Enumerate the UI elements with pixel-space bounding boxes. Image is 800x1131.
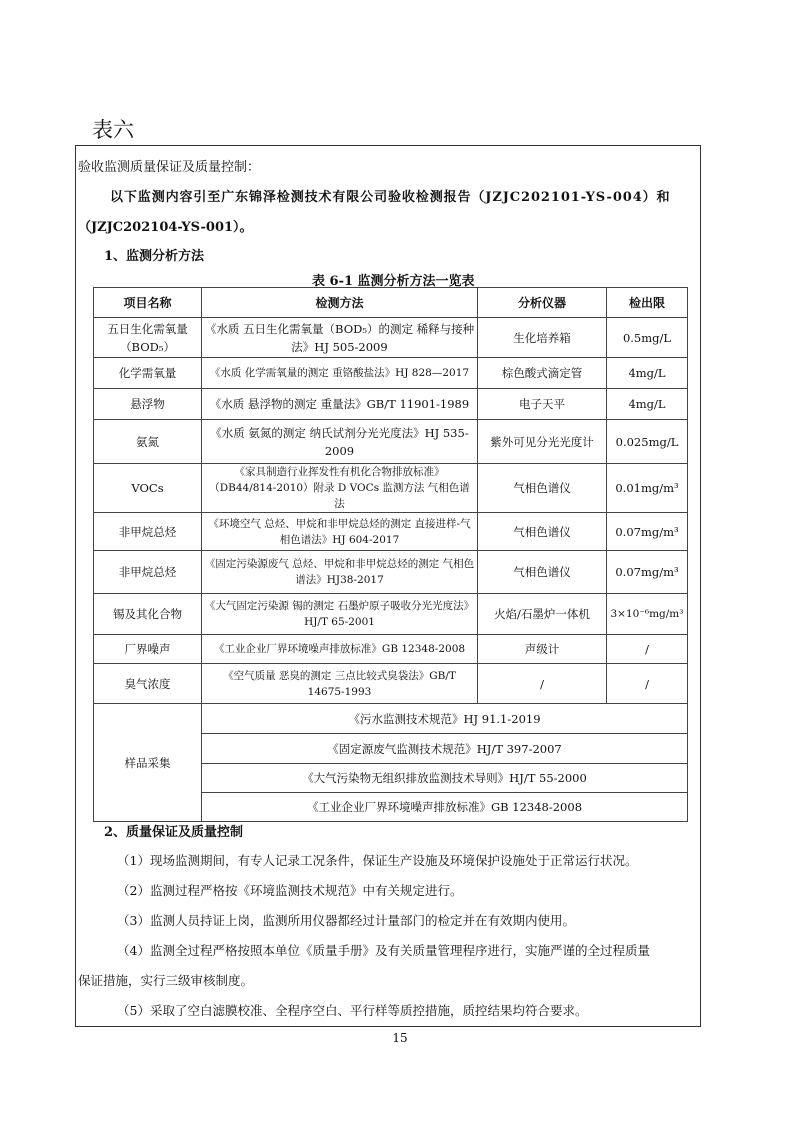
sampling-method-cell: 《大气污染物无组织排放监测技术导则》HJ/T 55-2000	[202, 764, 688, 793]
method-cell: 《空气质量 恶臭的测定 三点比较式臭袋法》GB/T 14675-1993	[202, 664, 478, 704]
method-cell: 《固定污染源废气 总烃、甲烷和非甲烷总烃的测定 气相色谱法》HJ38-2017	[202, 551, 478, 594]
sampling-item-cell: 样品采集	[94, 704, 202, 822]
item-cell: 悬浮物	[94, 389, 202, 420]
table-row	[94, 420, 688, 464]
item-cell: 锡及其化合物	[94, 594, 202, 635]
instrument-cell: 火焰/石墨炉一体机	[478, 594, 607, 635]
method-cell: 《家具制造行业挥发性有机化合物排放标准》（DB44/814-2010）附录 D VOCs 监测方法 气相色谱法	[202, 464, 478, 513]
item-cell: 厂界噪声	[94, 635, 202, 664]
instrument-cell: 气相色谱仪	[478, 551, 607, 594]
limit-cell: 0.01mg/m³	[607, 464, 688, 513]
qc-item-2: （2）监测过程严格按《环境监测技术规范》中有关规定进行。	[117, 883, 463, 898]
table-row	[94, 513, 688, 551]
method-cell: 《环境空气 总烃、甲烷和非甲烷总烃的测定 直接进样-气相色谱法》HJ 604-2017	[202, 513, 478, 551]
instrument-cell: 紫外可见分光光度计	[478, 420, 607, 464]
limit-cell: 4mg/L	[607, 389, 688, 420]
table-row	[94, 389, 688, 420]
table-row	[94, 358, 688, 389]
qc-item-5: （5）采取了空白滤膜校准、全程序空白、平行样等质控措施，质控结果均符合要求。	[117, 1003, 588, 1018]
qc-item-1: （1）现场监测期间，有专人记录工况条件，保证生产设施及环境保护设施处于正常运行状况。	[117, 853, 638, 868]
limit-cell: 3×10⁻⁶mg/m³	[607, 594, 688, 635]
method-cell: 《水质 化学需氧量的测定 重铬酸盐法》HJ 828—2017	[202, 358, 478, 389]
item-cell: 臭气浓度	[94, 664, 202, 704]
table-row	[94, 664, 688, 704]
limit-cell: /	[607, 635, 688, 664]
table-row	[94, 635, 688, 664]
sampling-method-cell: 《固定源废气监测技术规范》HJ/T 397-2007	[202, 734, 688, 764]
limit-cell: 0.07mg/m³	[607, 551, 688, 594]
header-item: 项目名称	[94, 288, 202, 318]
item-cell: VOCs	[94, 464, 202, 513]
sampling-method-cell: 《污水监测技术规范》HJ 91.1-2019	[202, 704, 688, 734]
limit-cell: 4mg/L	[607, 358, 688, 389]
section1-title: 1、监测分析方法	[104, 249, 205, 264]
page-heading: 表六	[92, 118, 134, 142]
table-row	[94, 551, 688, 594]
instrument-cell: 气相色谱仪	[478, 464, 607, 513]
limit-cell: 0.025mg/L	[607, 420, 688, 464]
item-cell: 氨氮	[94, 420, 202, 464]
sampling-method-cell: 《工业企业厂界环境噪声排放标准》GB 12348-2008	[202, 793, 688, 822]
header-limit: 检出限	[607, 288, 688, 318]
instrument-cell: 气相色谱仪	[478, 513, 607, 551]
intro-line-1: 以下监测内容引至广东锦泽检测技术有限公司验收检测报告（JZJC202101-YS-004）和	[110, 190, 671, 205]
instrument-cell: 电子天平	[478, 389, 607, 420]
method-cell: 《水质 氨氮的测定 纳氏试剂分光光度法》HJ 535-2009	[202, 420, 478, 464]
instrument-cell: 生化培养箱	[478, 318, 607, 358]
header-instrument: 分析仪器	[478, 288, 607, 318]
instrument-cell: 棕色酸式滴定管	[478, 358, 607, 389]
instrument-cell: /	[478, 664, 607, 704]
method-cell: 《水质 悬浮物的测定 重量法》GB/T 11901-1989	[202, 389, 478, 420]
item-cell: 非甲烷总烃	[94, 551, 202, 594]
table-row	[94, 464, 688, 513]
item-cell: 非甲烷总烃	[94, 513, 202, 551]
limit-cell: 0.07mg/m³	[607, 513, 688, 551]
method-cell: 《大气固定污染源 锡的测定 石墨炉原子吸收分光光度法》HJ/T 65-2001	[202, 594, 478, 635]
table-caption: 表 6-1 监测分析方法一览表	[312, 274, 475, 289]
table-row	[94, 594, 688, 635]
qc-item-4: （4）监测全过程严格按照本单位《质量手册》及有关质量管理程序进行，实施严谨的全过程质量	[117, 943, 650, 958]
section2-title: 2、质量保证及质量控制	[104, 825, 244, 840]
table-row	[94, 318, 688, 358]
section-title: 验收监测质量保证及质量控制：	[78, 160, 261, 175]
method-cell: 《工业企业厂界环境噪声排放标准》GB 12348-2008	[202, 635, 478, 664]
qc-item-4-continued: 保证措施，实行三级审核制度。	[78, 973, 254, 988]
table-header-row	[94, 288, 688, 318]
item-cell: 五日生化需氧量（BOD₅）	[94, 318, 202, 358]
limit-cell: 0.5mg/L	[607, 318, 688, 358]
limit-cell: /	[607, 664, 688, 704]
method-cell: 《水质 五日生化需氧量（BOD₅）的测定 稀释与接种法》HJ 505-2009	[202, 318, 478, 358]
intro-line-2: （JZJC202104-YS-001）。	[78, 220, 253, 235]
header-method: 检测方法	[202, 288, 478, 318]
analysis-methods-table	[93, 287, 688, 822]
item-cell: 化学需氧量	[94, 358, 202, 389]
instrument-cell: 声级计	[478, 635, 607, 664]
page-number: 15	[392, 1031, 408, 1045]
sampling-row	[94, 704, 688, 734]
qc-item-3: （3）监测人员持证上岗，监测所用仪器都经过计量部门的检定并在有效期内使用。	[117, 913, 575, 928]
